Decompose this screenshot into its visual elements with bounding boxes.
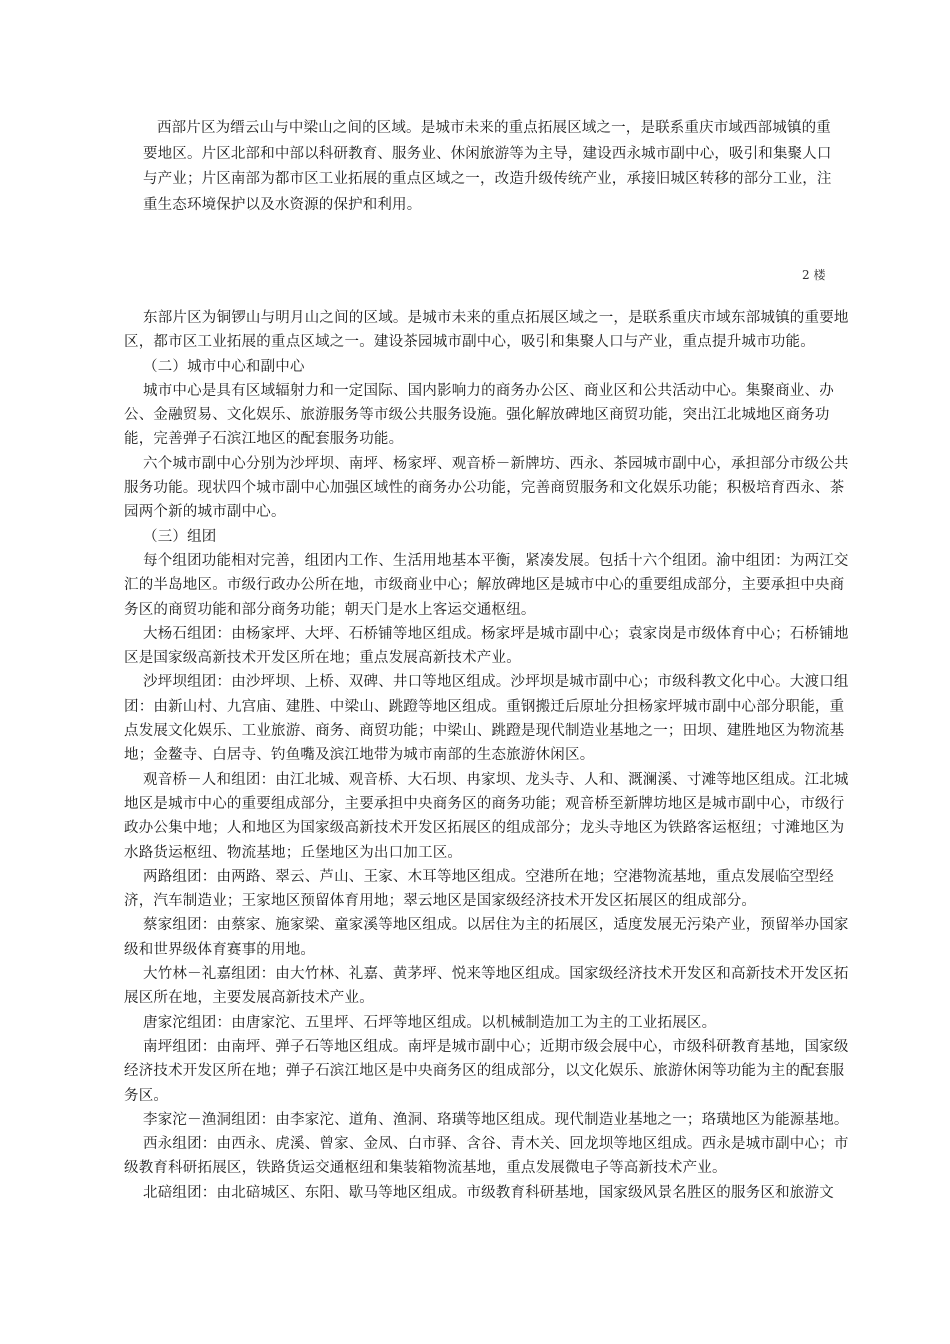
city-center-paragraph: 城市中心是具有区域辐射力和一定国际、国内影响力的商务办公区、商业区和公共活动中心。集聚商业、办公、金融贸易、文化娱乐、旅游服务等市级公共服务设施。强化解放碑地区商贸功能，突出江北城地区商务功能，完善弹子石滨江地区的配套服务功能。	[124, 382, 834, 448]
guanyinqiao-paragraph: 观音桥－人和组团：由江北城、观音桥、大石坝、冉家坝、龙头寺、人和、溉澜溪、寸滩等地区组成。江北城地区是城市中心的重要组成部分，主要承担中央商务区的商务功能；观音桥至新牌坊地区是城市副中心，市级行政办公集中地；人和地区为国家级高新技术开发区拓展区的组成部分；龙头寺地区为铁路客运枢纽；寸滩地区为水路货运枢纽、物流基地；丘堡地区为出口加工区。	[124, 771, 849, 861]
section-heading-groups: （三）组团	[143, 528, 217, 545]
groups-intro-paragraph: 每个组团功能相对完善，组团内工作、生活用地基本平衡，紧凑发展。包括十六个组团。渝中组团：为两江交汇的半岛地区。市级行政办公所在地，市级商业中心；解放碑地区是城市中心的重要组成部分，主要承担中央商务区的商贸功能和部分商务功能；朝天门是水上客运交通枢纽。	[124, 552, 849, 618]
shapingba-paragraph: 沙坪坝组团：由沙坪坝、上桥、双碑、井口等地区组成。沙坪坝是城市副中心；市级科教文化中心。大渡口组团：由新山村、九宫庙、建胜、中梁山、跳蹬等地区组成。重钢搬迁后原址分担杨家坪城市副中心部分职能，重点发展文化娱乐、工业旅游、商务、商贸功能；中梁山、跳蹬是现代制造业基地之一；田坝、建胜地区为物流基地；金鳌寺、白居寺、钓鱼嘴及滨江地带为城市南部的生态旅游休闲区。	[124, 674, 849, 764]
main-section	[124, 306, 854, 1205]
section-heading-city-center: （二）城市中心和副中心	[143, 358, 305, 375]
dazhulin-paragraph: 大竹林－礼嘉组团：由大竹林、礼嘉、黄茅坪、悦来等地区组成。国家级经济技术开发区和高新技术开发区拓展区所在地，主要发展高新技术产业。	[124, 966, 849, 1007]
sub-centers-paragraph: 六个城市副中心分别为沙坪坝、南坪、杨家坪、观音桥－新牌坊、西永、茶园城市副中心，承担部分市级公共服务功能。现状四个城市副中心加强区域性的商务办公功能，完善商贸服务和文化娱乐功能；积极培育西永、茶园两个新的城市副中心。	[124, 455, 849, 521]
west-zone-paragraph: 西部片区为缙云山与中梁山之间的区域。是城市未来的重点拓展区域之一，是联系重庆市域西部城镇的重要地区。片区北部和中部以科研教育、服务业、休闲旅游等为主导，建设西永城市副中心，吸引和集聚人口与产业；片区南部为都市区工业拓展的重点区域之一，改造升级传统产业，承接旧城区转移的部分工业，注重生态环境保护以及水资源的保护和利用。	[143, 120, 832, 213]
lianglu-paragraph: 两路组团：由两路、翠云、芦山、王家、木耳等地区组成。空港所在地；空港物流基地，重点发展临空型经济，汽车制造业；王家地区预留体育用地；翠云地区是国家级经济技术开发区拓展区的组成部分。	[124, 868, 834, 910]
intro-section	[143, 116, 843, 218]
lijiatuo-paragraph: 李家沱－渔洞组团：由李家沱、道角、渔洞、珞璜等地区组成。现代制造业基地之一；珞璜地区为能源基地。	[143, 1111, 849, 1128]
east-zone-paragraph: 东部片区为铜锣山与明月山之间的区域。是城市未来的重点拓展区域之一，是联系重庆市域东部城镇的重要地区，都市区工业拓展的重点区域之一。建设茶园城市副中心，吸引和集聚人口与产业，重点提升城市功能。	[124, 310, 849, 351]
beibei-paragraph: 北碚组团：由北碚城区、东阳、歇马等地区组成。市级教育科研基地，国家级风景名胜区的服务区和旅游文	[143, 1184, 834, 1201]
caijia-paragraph: 蔡家组团：由蔡家、施家梁、童家溪等地区组成。以居住为主的拓展区，适度发展无污染产业，预留举办国家级和世界级体育赛事的用地。	[124, 917, 849, 958]
xiyong-paragraph: 西永组团：由西永、虎溪、曾家、金凤、白市驿、含谷、青木关、回龙坝等地区组成。西永是城市副中心；市级教育科研拓展区，铁路货运交通枢纽和集装箱物流基地，重点发展微电子等高新技术产业。	[124, 1136, 849, 1177]
floor-number-label: 2 楼	[802, 268, 826, 282]
dayangshi-paragraph: 大杨石组团：由杨家坪、大坪、石桥铺等地区组成。杨家坪是城市副中心；袁家岗是市级体育中心；石桥铺地区是国家级高新技术开发区所在地；重点发展高新技术产业。	[124, 625, 849, 667]
tangjiatuo-paragraph: 唐家沱组团：由唐家沱、五里坪、石坪等地区组成。以机械制造加工为主的工业拓展区。	[143, 1014, 717, 1031]
nanping-paragraph: 南坪组团：由南坪、弹子石等地区组成。南坪是城市副中心；近期市级会展中心，市级科研教育基地，国家级经济技术开发区所在地；弹子石滨江地区是中央商务区的组成部分，以文化娱乐、旅游休闲等功能为主的配套服务区。	[124, 1038, 849, 1104]
